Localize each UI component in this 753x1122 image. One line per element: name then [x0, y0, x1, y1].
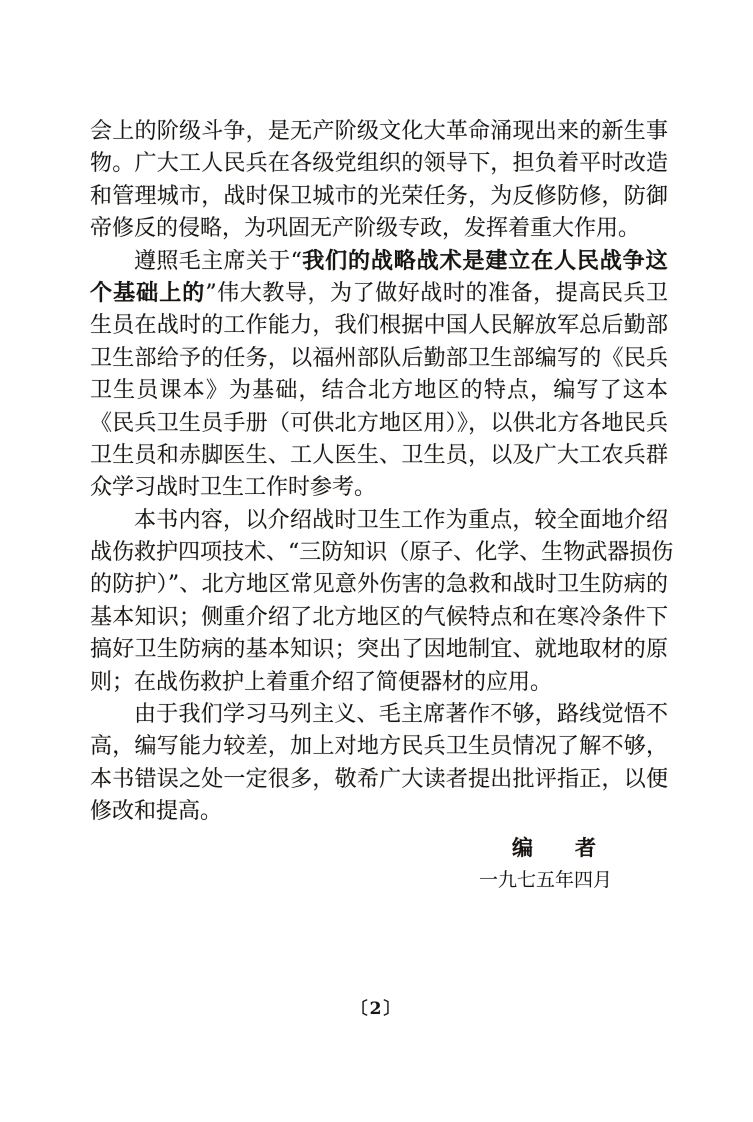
editor-signature: 编 者 [512, 834, 596, 860]
body-text: 的防护）”、北方地区常见意外伤害的急救和战时卫生防病的 [90, 572, 668, 598]
body-text: 物。广大工人民兵在各级党组织的领导下，担负着平时改造 [90, 151, 668, 177]
preface-text-block [90, 116, 674, 897]
text-line [90, 796, 668, 828]
text-line [90, 731, 668, 763]
body-text: 帝修反的侵略，为巩固无产阶级专政，发挥着重大作用。 [90, 216, 641, 242]
text-line [90, 246, 668, 278]
text-line [90, 634, 668, 666]
text-line [90, 667, 668, 699]
body-text: 卫生员课本》为基础，结合北方地区的特点，编写了这本 [90, 378, 668, 404]
body-text: 遵照毛主席关于“ [134, 248, 302, 274]
text-line [90, 699, 668, 731]
text-line [90, 213, 668, 245]
text-line [90, 278, 668, 310]
text-line [90, 505, 668, 537]
body-text: 生员在战时的工作能力，我们根据中国人民解放军总后勤部 [90, 313, 668, 339]
text-line [90, 569, 668, 601]
body-text: 由于我们学习马列主义、毛主席著作不够，路线觉悟不 [134, 702, 668, 728]
body-text: 会上的阶级斗争，是无产阶级文化大革命涌现出来的新生事 [90, 119, 668, 144]
text-line [90, 602, 668, 634]
text-line [90, 537, 674, 569]
text-line [90, 343, 668, 375]
body-text: 《民兵卫生员手册（可供北方地区用）》，以供北方各地民兵 [90, 410, 668, 436]
signature-block [90, 831, 668, 897]
bold-quote-text: 个基础上的 [90, 280, 206, 306]
bold-quote-text: 我们的战略战术是建立在人民战争这 [301, 248, 668, 274]
publication-date: 一九七五年四月 [478, 868, 612, 891]
body-text: 则；在战伤救护上着重介绍了简便器材的应用。 [90, 669, 553, 695]
body-text: 和管理城市，战时保卫城市的光荣任务，为反修防修，防御 [90, 183, 668, 209]
text-line [90, 375, 668, 407]
text-line [90, 310, 668, 342]
text-line [90, 472, 668, 504]
body-text: 卫生员和赤脚医生、工人医生、卫生员，以及广大工农兵群 [90, 442, 668, 468]
body-text: 基本知识；侧重介绍了北方地区的气候特点和在寒冷条件下 [90, 604, 668, 630]
body-text: 本书内容，以介绍战时卫生工作为重点，较全面地介绍 [134, 507, 668, 533]
body-text: 修改和提高。 [90, 799, 223, 825]
text-line [90, 148, 668, 180]
text-line [90, 181, 668, 213]
body-text: 搞好卫生防病的基本知识；突出了因地制宜、就地取材的原 [90, 637, 668, 663]
body-text: ”伟大教导，为了做好战时的准备，提高民兵卫 [205, 280, 668, 306]
text-line [90, 116, 668, 148]
body-text: 本书错误之处一定很多，敬希广大读者提出批评指正，以便 [90, 766, 668, 792]
body-text: 卫生部给予的任务，以福州部队后勤部卫生部编写的《民兵 [90, 345, 668, 371]
body-text: 高，编写能力较差，加上对地方民兵卫生员情况了解不够， [90, 734, 668, 760]
body-text: 众学习战时卫生工作时参考。 [90, 475, 377, 501]
text-line [90, 764, 668, 796]
text-line [90, 408, 668, 440]
text-line [90, 440, 668, 472]
page-number: 〔2〕 [350, 999, 403, 1019]
body-text: 战伤救护四项技术、“三防知识（原子、化学、生物武器损伤 [90, 540, 674, 566]
